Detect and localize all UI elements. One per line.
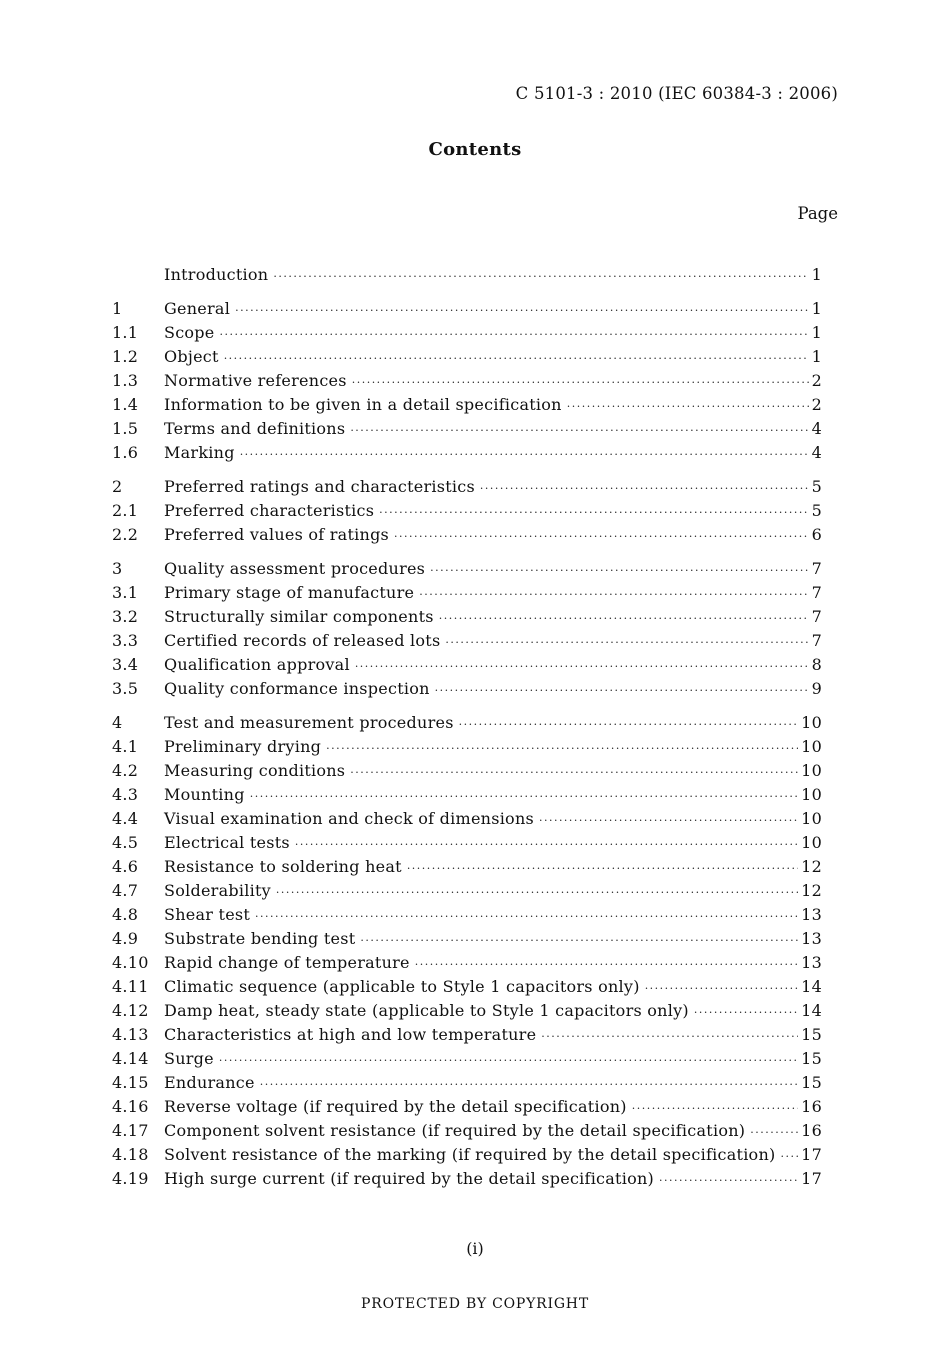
toc-entry[interactable] [112, 809, 822, 833]
toc-entry-number: 3.3 [112, 631, 139, 650]
toc-entry-page: 10 [801, 785, 822, 804]
dot-leader [407, 862, 798, 875]
table-of-contents [112, 265, 822, 1193]
toc-entry-title: Electrical tests [164, 833, 290, 852]
toc-entry-title: Substrate bending test [164, 929, 356, 948]
toc-entry[interactable] [112, 265, 822, 289]
dot-leader [694, 1006, 798, 1019]
dot-leader [419, 588, 808, 601]
dot-leader [567, 400, 809, 413]
toc-entry-page: 10 [801, 809, 822, 828]
dot-leader [220, 328, 809, 341]
toc-entry-title: General [164, 299, 231, 318]
dot-leader [273, 270, 808, 283]
toc-entry-number: 1.6 [112, 443, 139, 462]
toc-entry-title: Preliminary drying [164, 737, 322, 756]
toc-entry-page: 17 [801, 1145, 822, 1164]
toc-entry[interactable] [112, 477, 822, 501]
toc-entry-page: 10 [801, 833, 822, 852]
toc-entry-number: 4.5 [112, 833, 139, 852]
toc-entry-title: Scope [164, 323, 215, 342]
dot-leader [360, 934, 798, 947]
toc-entry[interactable] [112, 881, 822, 905]
toc-entry-number: 4 [112, 713, 123, 732]
toc-entry-title: Preferred ratings and characteristics [164, 477, 475, 496]
toc-entry-number: 3.4 [112, 655, 139, 674]
toc-entry-number: 4.18 [112, 1145, 149, 1164]
dot-leader [445, 636, 808, 649]
toc-entry-page: 16 [801, 1097, 822, 1116]
toc-entry[interactable] [112, 559, 822, 583]
toc-entry-title: Test and measurement procedures [164, 713, 454, 732]
toc-entry-title: Measuring conditions [164, 761, 346, 780]
dot-leader [541, 1030, 798, 1043]
dot-leader [539, 814, 798, 827]
toc-entry-title: Structurally similar components [164, 607, 434, 626]
toc-entry-page: 1 [811, 323, 822, 342]
toc-entry-number: 4.12 [112, 1001, 149, 1020]
toc-entry-page: 8 [811, 655, 822, 674]
toc-entry[interactable] [112, 1073, 822, 1097]
toc-entry-number: 1.4 [112, 395, 139, 414]
toc-entry[interactable] [112, 501, 822, 525]
toc-entry-number: 1.1 [112, 323, 139, 342]
toc-entry[interactable] [112, 1025, 822, 1049]
toc-entry[interactable] [112, 443, 822, 467]
toc-entry[interactable] [112, 761, 822, 785]
toc-entry-number: 4.13 [112, 1025, 149, 1044]
toc-entry[interactable] [112, 323, 822, 347]
toc-entry-title: Climatic sequence (applicable to Style 1 capacitors only) [164, 977, 640, 996]
toc-entry-number: 4.11 [112, 977, 149, 996]
toc-entry-number: 4.8 [112, 905, 139, 924]
dot-leader [415, 958, 798, 971]
dot-leader [645, 982, 798, 995]
toc-entry[interactable] [112, 857, 822, 881]
toc-entry-page: 2 [811, 395, 822, 414]
toc-entry[interactable] [112, 679, 822, 703]
toc-entry-number: 4.3 [112, 785, 139, 804]
toc-entry[interactable] [112, 1097, 822, 1121]
dot-leader [394, 530, 809, 543]
dot-leader [250, 790, 798, 803]
dot-leader [295, 838, 798, 851]
toc-entry-title: Component solvent resistance (if required by the detail specification) [164, 1121, 746, 1140]
toc-entry-number: 4.4 [112, 809, 139, 828]
toc-entry-page: 5 [811, 501, 822, 520]
toc-entry[interactable] [112, 583, 822, 607]
toc-entry[interactable] [112, 785, 822, 809]
toc-entry-page: 15 [801, 1073, 822, 1092]
dot-leader [235, 304, 808, 317]
toc-entry[interactable] [112, 713, 822, 737]
toc-entry-number: 3.2 [112, 607, 139, 626]
toc-entry-number: 2.1 [112, 501, 139, 520]
toc-entry-number: 4.15 [112, 1073, 149, 1092]
toc-entry-title: Visual examination and check of dimensions [164, 809, 534, 828]
toc-entry-title: Introduction [164, 265, 269, 284]
toc-entry[interactable] [112, 607, 822, 631]
toc-entry-number: 4.7 [112, 881, 139, 900]
toc-entry-page: 10 [801, 713, 822, 732]
footer-page-number: (i) [466, 1239, 484, 1258]
toc-entry[interactable] [112, 347, 822, 371]
dot-leader [480, 482, 809, 495]
toc-entry-title: Resistance to soldering heat [164, 857, 402, 876]
toc-entry-page: 4 [811, 419, 822, 438]
toc-entry-number: 4.19 [112, 1169, 149, 1188]
toc-entry-number: 4.1 [112, 737, 139, 756]
dot-leader [435, 684, 809, 697]
toc-entry-title: Preferred values of ratings [164, 525, 390, 544]
dot-leader [276, 886, 798, 899]
dot-leader [219, 1054, 798, 1067]
dot-leader [224, 352, 809, 365]
page-column-label: Page [797, 204, 838, 223]
toc-entry-page: 10 [801, 761, 822, 780]
toc-entry[interactable] [112, 655, 822, 679]
toc-entry-page: 5 [811, 477, 822, 496]
toc-entry-page: 15 [801, 1049, 822, 1068]
dot-leader [350, 766, 798, 779]
toc-entry-title: Primary stage of manufacture [164, 583, 415, 602]
toc-entry[interactable] [112, 525, 822, 549]
dot-leader [780, 1150, 798, 1163]
toc-entry[interactable] [112, 1145, 822, 1169]
toc-entry-title: Certified records of released lots [164, 631, 441, 650]
toc-entry-title: Surge [164, 1049, 214, 1068]
toc-entry-title: Endurance [164, 1073, 255, 1092]
toc-entry-title: Preferred characteristics [164, 501, 375, 520]
toc-entry-title: Information to be given in a detail specification [164, 395, 562, 414]
copyright-notice: PROTECTED BY COPYRIGHT [361, 1296, 589, 1312]
toc-entry-page: 7 [811, 583, 822, 602]
toc-entry-title: Qualification approval [164, 655, 350, 674]
toc-entry[interactable] [112, 1169, 822, 1193]
dot-leader [326, 742, 798, 755]
page-title: Contents [428, 139, 522, 160]
toc-entry-title: Normative references [164, 371, 347, 390]
toc-entry-title: High surge current (if required by the detail specification) [164, 1169, 655, 1188]
dot-leader [632, 1102, 798, 1115]
toc-entry-page: 7 [811, 559, 822, 578]
toc-entry-page: 12 [801, 881, 822, 900]
toc-entry-page: 15 [801, 1025, 822, 1044]
toc-entry-page: 12 [801, 857, 822, 876]
toc-entry-number: 3.5 [112, 679, 139, 698]
dot-leader [430, 564, 808, 577]
dot-leader [355, 660, 809, 673]
toc-entry-title: Reverse voltage (if required by the detail specification) [164, 1097, 627, 1116]
toc-entry[interactable] [112, 371, 822, 395]
toc-entry-page: 2 [811, 371, 822, 390]
toc-entry-page: 1 [811, 299, 822, 318]
toc-entry-number: 1.2 [112, 347, 139, 366]
toc-entry[interactable] [112, 1049, 822, 1073]
toc-entry-title: Solderability [164, 881, 271, 900]
toc-entry-page: 16 [801, 1121, 822, 1140]
toc-entry-page: 6 [811, 525, 822, 544]
dot-leader [240, 448, 809, 461]
toc-entry-page: 10 [801, 737, 822, 756]
toc-entry-title: Characteristics at high and low temperature [164, 1025, 537, 1044]
toc-entry-number: 4.6 [112, 857, 139, 876]
toc-entry-page: 13 [801, 905, 822, 924]
toc-entry-number: 2 [112, 477, 123, 496]
dot-leader [350, 424, 808, 437]
toc-entry-number: 4.14 [112, 1049, 149, 1068]
dot-leader [255, 910, 798, 923]
toc-entry-number: 2.2 [112, 525, 139, 544]
toc-entry-title: Damp heat, steady state (applicable to Style 1 capacitors only) [164, 1001, 689, 1020]
toc-entry[interactable] [112, 737, 822, 761]
dot-leader [750, 1126, 798, 1139]
toc-entry[interactable] [112, 953, 822, 977]
toc-entry[interactable] [112, 929, 822, 953]
dot-leader [459, 718, 798, 731]
toc-entry-number: 4.17 [112, 1121, 149, 1140]
toc-entry-page: 1 [811, 265, 822, 284]
toc-entry-page: 14 [801, 1001, 822, 1020]
toc-entry[interactable] [112, 299, 822, 323]
toc-entry[interactable] [112, 1121, 822, 1145]
toc-entry[interactable] [112, 419, 822, 443]
toc-entry-page: 4 [811, 443, 822, 462]
toc-entry-page: 17 [801, 1169, 822, 1188]
toc-entry-number: 3.1 [112, 583, 139, 602]
toc-entry-number: 4.9 [112, 929, 139, 948]
dot-leader [260, 1078, 798, 1091]
toc-entry-number: 1.5 [112, 419, 139, 438]
toc-entry-page: 7 [811, 631, 822, 650]
toc-entry[interactable] [112, 1001, 822, 1025]
toc-entry-page: 9 [811, 679, 822, 698]
toc-entry-page: 14 [801, 977, 822, 996]
toc-entry[interactable] [112, 395, 822, 419]
toc-entry-number: 4.16 [112, 1097, 149, 1116]
toc-entry-title: Rapid change of temperature [164, 953, 410, 972]
dot-leader [659, 1174, 798, 1187]
toc-entry-title: Mounting [164, 785, 245, 804]
toc-entry-title: Object [164, 347, 219, 366]
toc-entry-number: 1.3 [112, 371, 139, 390]
toc-entry-page: 7 [811, 607, 822, 626]
toc-entry-title: Marking [164, 443, 235, 462]
toc-entry-page: 13 [801, 953, 822, 972]
document-identifier: C 5101-3 : 2010 (IEC 60384-3 : 2006) [515, 84, 838, 103]
toc-entry-title: Quality conformance inspection [164, 679, 430, 698]
toc-entry[interactable] [112, 833, 822, 857]
toc-entry-page: 1 [811, 347, 822, 366]
toc-entry[interactable] [112, 905, 822, 929]
toc-entry-page: 13 [801, 929, 822, 948]
dot-leader [379, 506, 808, 519]
dot-leader [439, 612, 809, 625]
toc-entry-number: 3 [112, 559, 123, 578]
toc-entry-title: Shear test [164, 905, 251, 924]
toc-entry-title: Quality assessment procedures [164, 559, 426, 578]
toc-entry-title: Terms and definitions [164, 419, 346, 438]
toc-entry-number: 1 [112, 299, 123, 318]
toc-entry[interactable] [112, 977, 822, 1001]
dot-leader [352, 376, 809, 389]
toc-entry-title: Solvent resistance of the marking (if required by the detail specification) [164, 1145, 776, 1164]
toc-entry-number: 4.2 [112, 761, 139, 780]
toc-entry-number: 4.10 [112, 953, 149, 972]
toc-entry[interactable] [112, 631, 822, 655]
